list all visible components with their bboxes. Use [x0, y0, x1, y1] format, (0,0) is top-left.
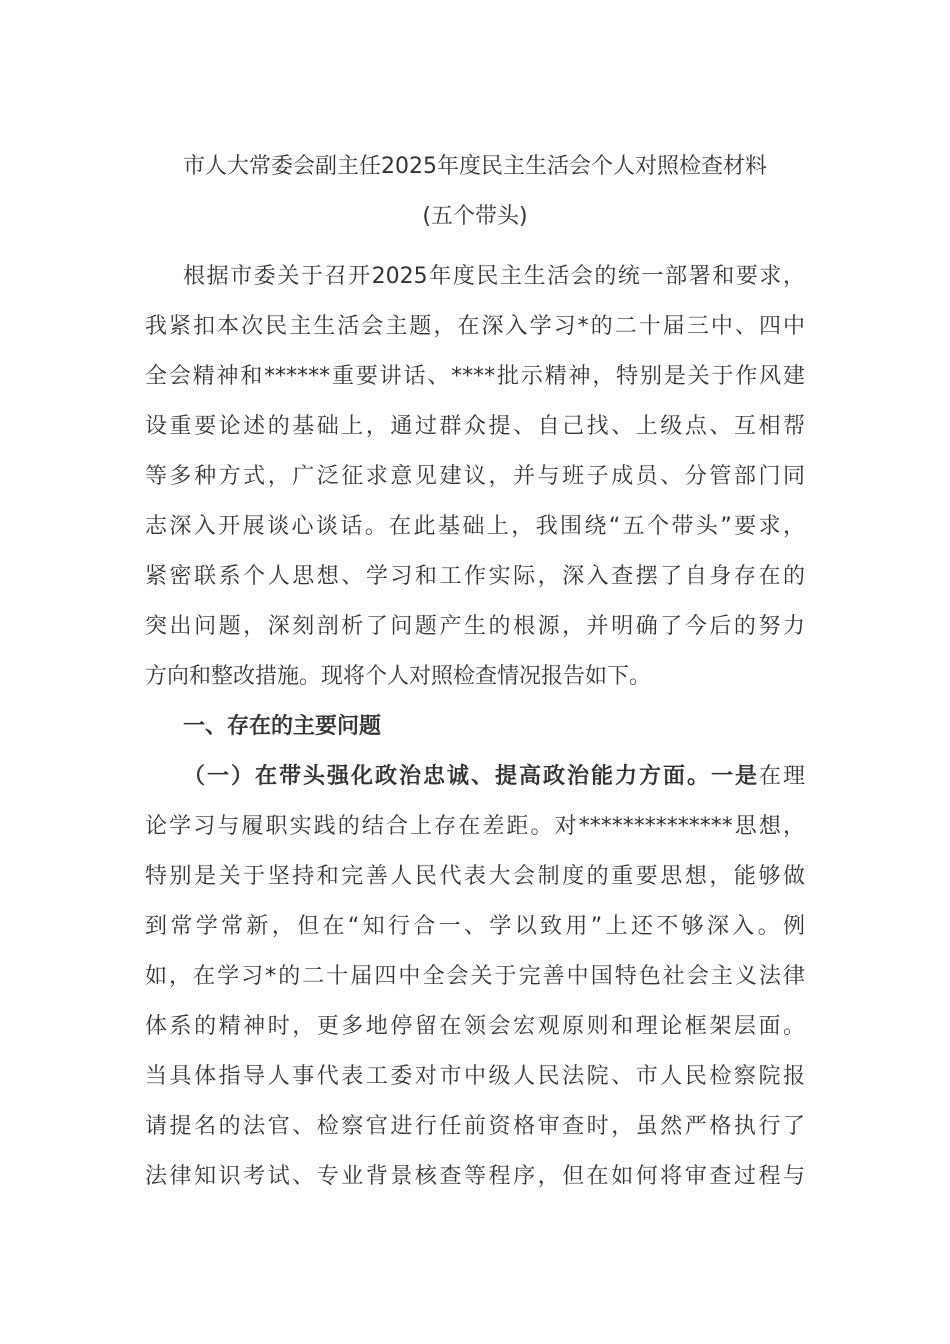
text-line: 根据市委关于召开2025年度民主生活会的统一部署和要求，	[183, 264, 805, 289]
text-line: 特别是关于坚持和完善人民代表大会制度的重要思想，能够做	[145, 864, 805, 889]
text-line: 如，在学习*的二十届四中全会关于完善中国特色社会主义法律	[145, 964, 805, 989]
text-line: 到常学常新，但在“知行合一、学以致用”上还不够深入。例	[145, 914, 805, 939]
text-line: 请提名的法官、检察官进行任前资格审查时，虽然严格执行了	[145, 1114, 805, 1139]
text-line: 法律知识考试、专业背景核查等程序，但在如何将审查过程与	[145, 1164, 805, 1189]
text-line: 方向和整改措施。现将个人对照检查情况报告如下。	[145, 664, 652, 689]
document-body	[145, 252, 805, 1202]
section-heading: 一、存在的主要问题	[183, 714, 382, 739]
subsection-heading: （一）在带头强化政治忠诚、提高政治能力方面。	[183, 764, 711, 789]
subsection-first-line-rest: 在理	[758, 764, 805, 789]
text-line: 等多种方式，广泛征求意见建议，并与班子成员、分管部门同	[145, 464, 805, 489]
text-line: 论学习与履职实践的结合上存在差距。对**************思想，	[145, 814, 805, 839]
text-line: 志深入开展谈心谈话。在此基础上，我围绕“五个带头”要求，	[145, 514, 805, 539]
document-title: 市人大常委会副主任2025年度民主生活会个人对照检查材料	[183, 154, 767, 179]
text-line: 当具体指导人事代表工委对市中级人民法院、市人民检察院报	[145, 1064, 805, 1089]
subsection-lead: 一是	[710, 764, 759, 789]
text-line: 体系的精神时，更多地停留在领会宏观原则和理论框架层面。	[145, 1014, 805, 1039]
subsection-first-line	[145, 752, 805, 802]
document-subtitle: (五个带头)	[422, 204, 528, 229]
text-line: 紧密联系个人思想、学习和工作实际，深入查摆了自身存在的	[145, 564, 805, 589]
text-line: 突出问题，深刻剖析了问题产生的根源，并明确了今后的努力	[145, 614, 805, 639]
text-line: 全会精神和******重要讲话、****批示精神，特别是关于作风建	[145, 364, 805, 389]
text-line: 设重要论述的基础上，通过群众提、自己找、上级点、互相帮	[145, 414, 805, 439]
text-line: 我紧扣本次民主生活会主题，在深入学习*的二十届三中、四中	[145, 314, 805, 339]
